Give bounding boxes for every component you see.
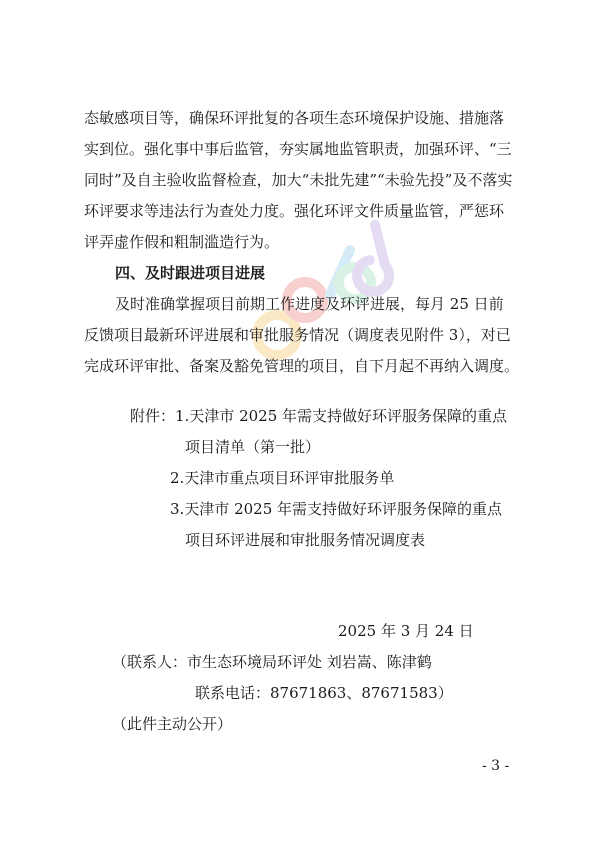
document-date: 2025 年 3 月 24 日 — [338, 622, 474, 640]
attachment-line: 3.天津市 2025 年需支持做好环评服务保障的重点 — [170, 500, 503, 518]
contact-person: （联系人：市生态环境局环评处 刘岩嵩、陈津鹤 — [112, 653, 432, 671]
attachment-line: 项目清单（第一批） — [185, 438, 321, 456]
page-number: - 3 - — [482, 758, 510, 774]
body-line: 实到位。强化事中事后监管，夯实属地监管职责，加强环评、“三 — [84, 140, 512, 158]
section-heading: 四、及时跟进项目进展 — [115, 264, 266, 282]
section-line: 及时准确掌握项目前期工作进度及环评进展，每月 25 日前 — [115, 295, 504, 313]
cloud-watermark-logo — [235, 205, 405, 375]
public-note: （此件主动公开） — [112, 715, 233, 733]
body-line: 态敏感项目等，确保环评批复的各项生态环境保护设施、措施落 — [84, 109, 505, 127]
body-line: 同时”及自主验收监督检查，加大“未批先建”“未验先投”及不落实 — [84, 171, 513, 189]
attachment-line: 2.天津市重点项目环评审批服务单 — [170, 469, 395, 487]
section-line: 反馈项目最新环评进展和审批服务情况（调度表见附件 3），对已 — [84, 326, 511, 344]
body-line: 环评要求等违法行为查处力度。强化环评文件质量监管，严惩环 — [84, 202, 505, 220]
attachment-line: 项目环评进展和审批服务情况调度表 — [185, 531, 426, 549]
attachment-line: 附件：1.天津市 2025 年需支持做好环评服务保障的重点 — [130, 407, 508, 425]
section-line: 完成环评审批、备案及豁免管理的项目，自下月起不再纳入调度。 — [84, 357, 520, 375]
contact-phone: 联系电话：87671863、87671583） — [195, 684, 453, 702]
body-line: 评弄虚作假和粗制滥造行为。 — [84, 233, 280, 251]
